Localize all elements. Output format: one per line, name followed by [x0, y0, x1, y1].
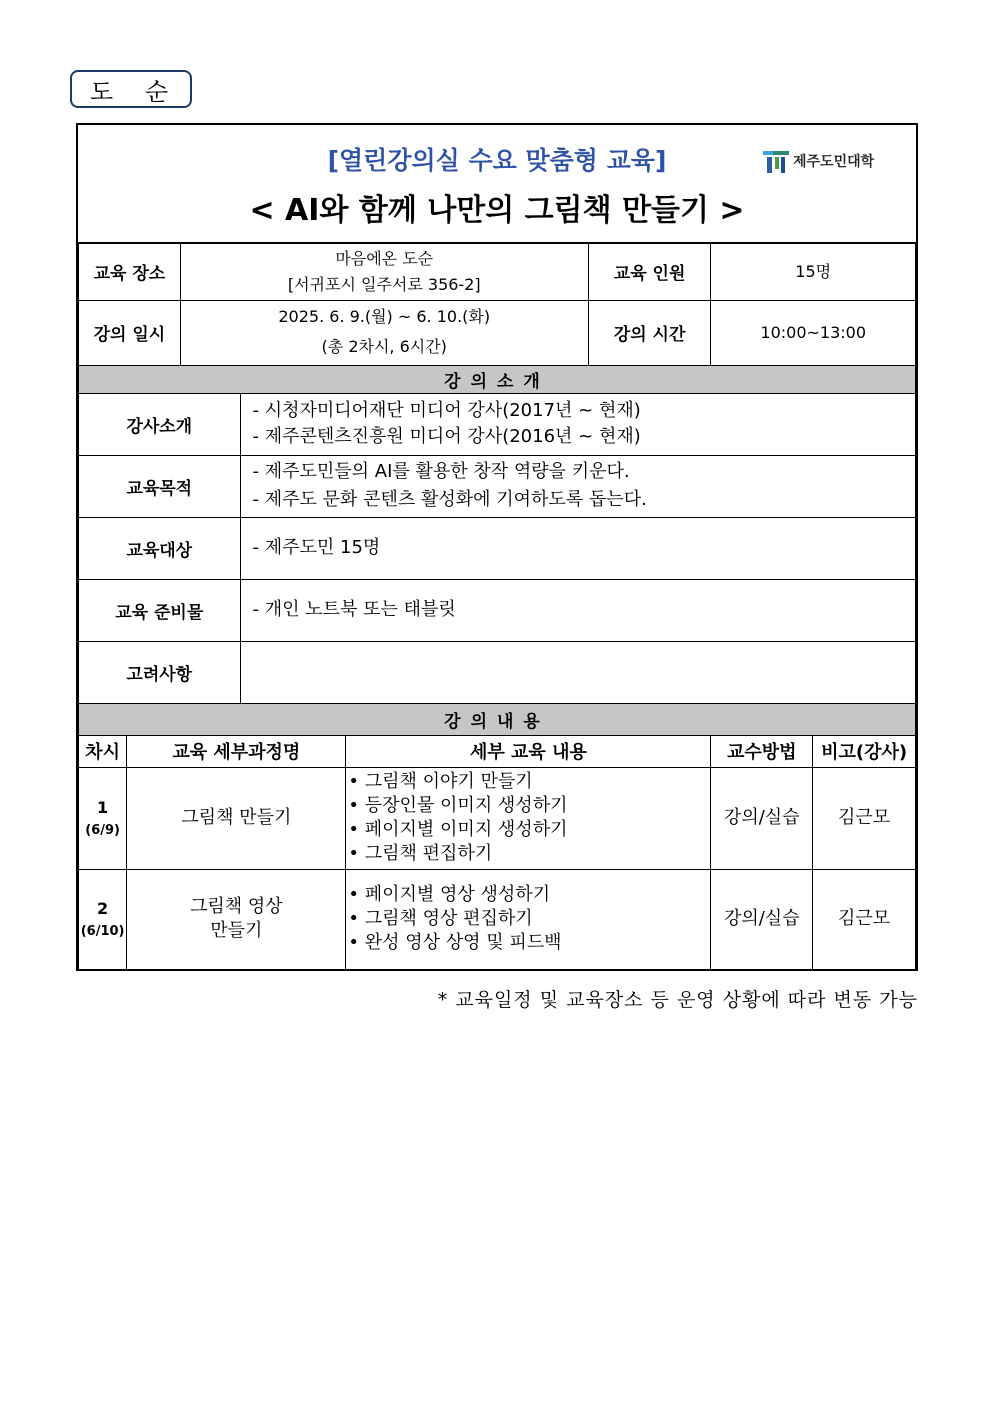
content-header-row	[79, 735, 916, 767]
place-label: 교육 장소	[79, 243, 181, 300]
session-row-2	[79, 869, 916, 969]
intro-value-target: - 제주도민 15명	[240, 517, 916, 579]
item-text: 페이지별 이미지 생성하기	[364, 819, 568, 840]
intro-row-instructor	[79, 393, 916, 455]
intro-label-instructor: 강사소개	[79, 393, 241, 455]
intro-label-target: 교육대상	[79, 517, 241, 579]
logo-text: 제주도민대학	[793, 154, 875, 170]
session-2-instructor: 김근모	[813, 869, 916, 969]
header-details: 세부 교육 내용	[346, 735, 711, 767]
college-emblem-icon	[762, 147, 790, 175]
session-2-items	[346, 869, 711, 969]
session-2-no: 2	[97, 899, 109, 918]
item-text: 완성 영상 상영 및 피드백	[364, 932, 562, 953]
session-2-course	[127, 869, 346, 969]
tag-right-char: 순	[145, 77, 173, 106]
item-text: 그림책 이야기 만들기	[364, 771, 533, 792]
program-table	[78, 242, 916, 970]
intro-label-purpose: 교육목적	[79, 455, 241, 517]
session-2-item: • 그림책 영상 편집하기	[348, 908, 533, 929]
session-2-course-line1: 그림책 영상	[189, 896, 283, 917]
date-label: 강의 일시	[79, 300, 181, 365]
session-2-item: • 페이지별 영상 생성하기	[348, 884, 551, 905]
session-1-method: 강의/실습	[711, 767, 813, 869]
instructor-line2: - 제주콘텐츠진흥원 미디어 강사(2016년 ~ 현재)	[252, 426, 641, 447]
time-label: 강의 시간	[588, 300, 711, 365]
intro-label-materials: 교육 준비물	[79, 579, 241, 641]
program-frame	[76, 123, 918, 971]
place-line2: [서귀포시 일주서로 356-2]	[287, 274, 481, 294]
session-1-number	[79, 767, 127, 869]
session-1-item: • 등장인물 이미지 생성하기	[348, 795, 568, 816]
session-2-date: (6/10)	[80, 924, 125, 939]
purpose-line1: - 제주도민들의 AI를 활용한 창작 역량을 키운다.	[252, 461, 630, 482]
session-1-no: 1	[97, 798, 109, 817]
people-value: 15명	[711, 243, 916, 300]
intro-value-purpose	[240, 455, 916, 517]
info-row-date	[79, 300, 916, 365]
program-title: < AI와 함께 나만의 그림책 만들기 >	[249, 193, 745, 228]
info-row-place	[79, 243, 916, 300]
item-text: 페이지별 영상 생성하기	[364, 884, 551, 905]
header-method: 교수방법	[711, 735, 813, 767]
footnote: * 교육일정 및 교육장소 등 운영 상황에 따라 변동 가능	[437, 989, 918, 1011]
session-1-item: • 그림책 편집하기	[348, 843, 493, 864]
date-value	[180, 300, 588, 365]
session-2-number	[79, 869, 127, 969]
date-line2: (총 2차시, 6시간)	[321, 336, 447, 356]
time-value: 10:00~13:00	[711, 300, 916, 365]
intro-label-considerations: 고려사항	[79, 641, 241, 703]
item-text: 등장인물 이미지 생성하기	[364, 795, 568, 816]
session-1-course: 그림책 만들기	[127, 767, 346, 869]
session-1-instructor: 김근모	[813, 767, 916, 869]
people-label: 교육 인원	[588, 243, 711, 300]
session-1-date: (6/9)	[85, 823, 120, 838]
place-value	[180, 243, 588, 300]
instructor-line1: - 시청자미디어재단 미디어 강사(2017년 ~ 현재)	[252, 400, 641, 421]
intro-value-materials: - 개인 노트북 또는 태블릿	[240, 579, 916, 641]
program-header	[78, 125, 916, 242]
content-section-title: 강의내용	[79, 703, 916, 735]
intro-row-materials	[79, 579, 916, 641]
intro-row-considerations	[79, 641, 916, 703]
intro-value-instructor	[240, 393, 916, 455]
program-subtitle: [열린강의실 수요 맞춤형 교육]	[327, 146, 667, 175]
content-section-row	[79, 703, 916, 735]
intro-row-target	[79, 517, 916, 579]
item-text: 그림책 편집하기	[364, 843, 493, 864]
purpose-line2: - 제주도 문화 콘텐츠 활성화에 기여하도록 돕는다.	[252, 489, 647, 510]
session-row-1	[79, 767, 916, 869]
session-1-item: • 그림책 이야기 만들기	[348, 771, 533, 792]
header-session: 차시	[79, 735, 127, 767]
item-text: 그림책 영상 편집하기	[364, 908, 533, 929]
header-course: 교육 세부과정명	[127, 735, 346, 767]
session-2-method: 강의/실습	[711, 869, 813, 969]
intro-row-purpose	[79, 455, 916, 517]
session-2-course-line2: 만들기	[210, 920, 263, 941]
intro-value-considerations	[240, 641, 916, 703]
session-1-item: • 페이지별 이미지 생성하기	[348, 819, 568, 840]
category-tag	[70, 70, 192, 108]
tag-left-char: 도	[89, 77, 117, 106]
session-1-items	[346, 767, 711, 869]
intro-section-title: 강의소개	[79, 365, 916, 393]
intro-section-row	[79, 365, 916, 393]
place-line1: 마음에온 도순	[335, 248, 434, 268]
session-2-item: • 완성 영상 상영 및 피드백	[348, 932, 562, 953]
header-instructor: 비고(강사)	[813, 735, 916, 767]
date-line1: 2025. 6. 9.(월) ~ 6. 10.(화)	[278, 306, 491, 326]
jeju-college-logo	[762, 147, 874, 175]
